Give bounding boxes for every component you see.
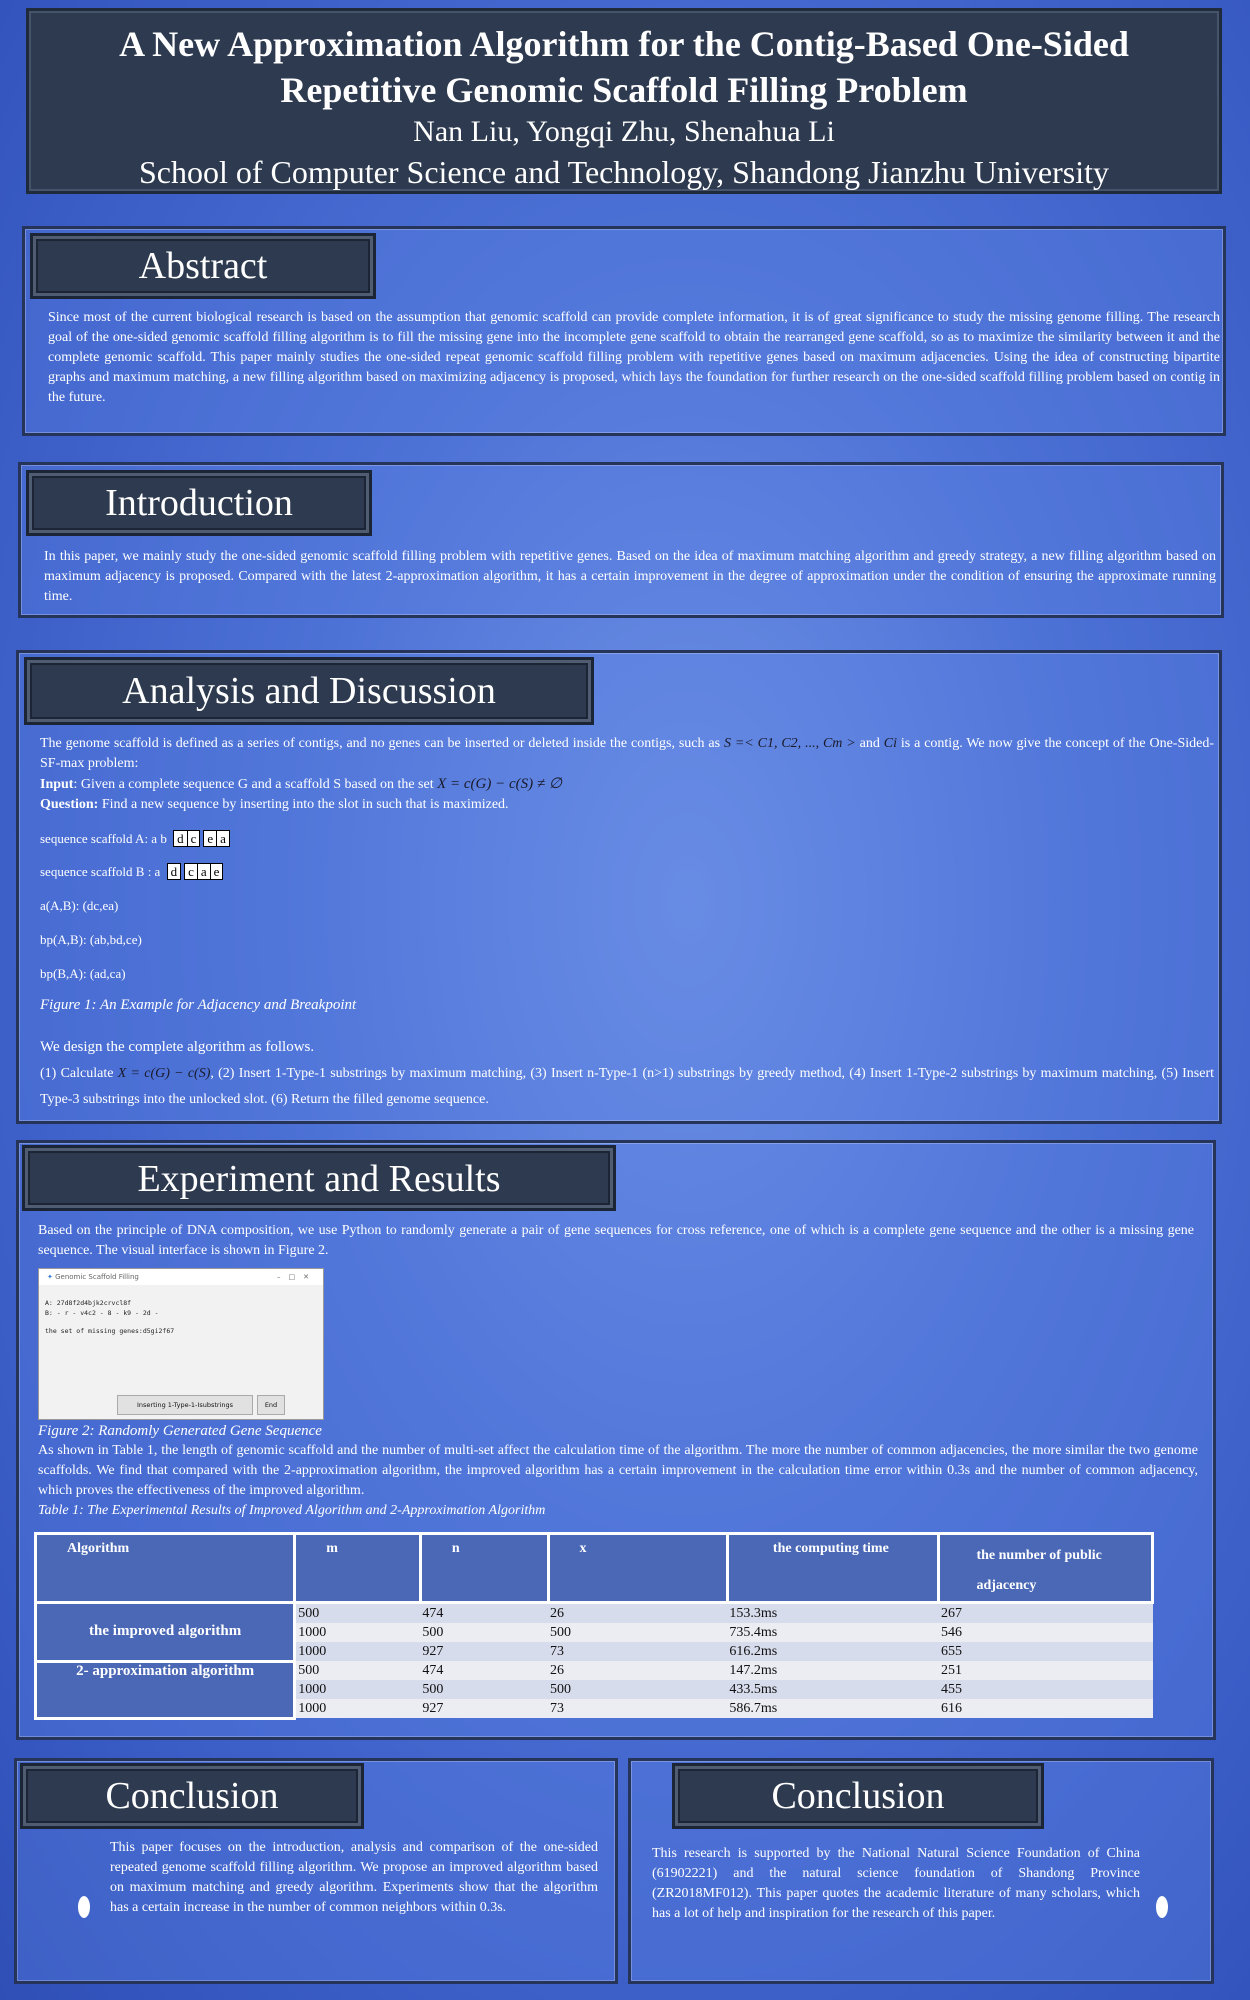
- window-title: Genomic Scaffold Filling: [55, 1273, 139, 1281]
- seq-a-box: e: [203, 830, 217, 847]
- table-cell: 927: [420, 1642, 548, 1661]
- table-cell: 500: [548, 1623, 727, 1642]
- insert-substrings-button[interactable]: Inserting 1-Type-1-Isubstrings: [117, 1395, 253, 1415]
- seq-b-box: d: [167, 863, 182, 880]
- feather-icon: ✦: [47, 1273, 53, 1281]
- analysis-definition: [40, 734, 1214, 815]
- table-cell: 1000: [295, 1699, 421, 1718]
- window-controls: –□✕: [277, 1273, 317, 1281]
- missing-genes-output: the set of missing genes:d5gi2f67: [45, 1327, 175, 1335]
- title-line-1: A New Approximation Algorithm for the Contig-Based One-Sided: [119, 24, 1129, 64]
- table-cell: 500: [295, 1661, 421, 1680]
- table-cell: 616.2ms: [727, 1642, 939, 1661]
- sequence-b-label: sequence scaffold B : a: [40, 864, 161, 879]
- figure-2-caption: Figure 2: Randomly Generated Gene Sequence: [38, 1423, 322, 1439]
- bullet-icon: [1156, 1896, 1168, 1918]
- table-row: [36, 1603, 1153, 1624]
- algorithm-cell: 2- approximation algorithm: [36, 1661, 295, 1718]
- seq-b-box: e: [210, 863, 224, 880]
- table-cell: 73: [548, 1642, 727, 1661]
- conclusion-left-text: This paper focuses on the introduction, analysis and comparison of the one-sided repeated genome scaffold filling algorithm. We propose an improved algorithm based on maximum matching and greedy algorithm. Experiments show that the algorithm has a certain increase in the number of common neighbors within 0.3s.: [110, 1840, 598, 1915]
- experiment-text-2: As shown in Table 1, the length of genomic scaffold and the number of multi-set affect the calculation time of the algorithm. The more the number of common adjacencies, the more similar the two genome scaffolds. We find that compared with the 2-approximation algorithm, the improved algorithm has a certain improvement in the calculation time error within 0.3s and the number of common adjacency, which proves the effectiveness of the improved algorithm.: [38, 1443, 1198, 1498]
- experiment-heading: Experiment and Results: [22, 1145, 616, 1211]
- table-row: [36, 1661, 1153, 1680]
- seq-a-box: a: [216, 830, 230, 847]
- input-text: : Given a complete sequence G and a scaffold S based on the set: [73, 777, 434, 792]
- abstract-text: Since most of the current biological research is based on the assumption that genomic scaffold can provide complete information, it is of great significance to study the missing genome filling. The research goal of the one-sided genomic scaffold filling algorithm is to fill the missing gene into the incomplete gene scaffold to obtain the rearranged gene scaffold, so as to maximize the similarity between it and the complete genomic scaffold. This paper mainly studies the one-sided repeat genomic scaffold filling problem with repetitive genes based on maximum adjacencies. Using the idea of constructing bipartite graphs and maximum matching, a new filling algorithm based on maximizing adjacency is proposed, which lays the foundation for further research on the one-sided scaffold filling problem based on contig in the future.: [48, 310, 1220, 405]
- design-intro: We design the complete algorithm as follows.: [40, 1039, 315, 1055]
- conclusion-right-text: This research is supported by the National Natural Science Foundation of China (61902221) and the natural science foundation of Shandong Province (ZR2018MF012). This paper quotes the academic literature of many scholars, which has a lot of help and inspiration for the research of this paper.: [652, 1846, 1140, 1921]
- affiliation: School of Computer Science and Technology, Shandong Jianzhu University: [138, 154, 1110, 190]
- table-cell: 546: [939, 1623, 1153, 1642]
- introduction-heading: Introduction: [26, 470, 372, 536]
- table-cell: 1000: [295, 1680, 421, 1699]
- poster-header: [26, 8, 1222, 194]
- seq-b-box: a: [197, 863, 211, 880]
- table-cell: 1000: [295, 1642, 421, 1661]
- table-cell: 251: [939, 1661, 1153, 1680]
- sequence-b: [40, 863, 223, 881]
- sequence-a-output: A: 27d8f2d4bjk2crvcl8f: [45, 1299, 132, 1307]
- app-screenshot: [38, 1268, 324, 1420]
- input-label: Input: [40, 777, 74, 792]
- results-table: [34, 1532, 1154, 1720]
- table-cell: 586.7ms: [727, 1699, 939, 1718]
- table-cell: 655: [939, 1642, 1153, 1661]
- end-button[interactable]: End: [257, 1395, 285, 1415]
- question-text: Find a new sequence by inserting into the slot in such that is maximized.: [98, 797, 509, 812]
- adjacency-line: a(A,B): (dc,ea): [40, 898, 119, 913]
- conclusion-left-heading: Conclusion: [20, 1763, 364, 1829]
- table-cell: 474: [420, 1661, 548, 1680]
- algorithm-steps: [40, 1034, 1214, 1113]
- table-1-caption: Table 1: The Experimental Results of Improved Algorithm and 2-Approximation Algorithm: [38, 1503, 546, 1518]
- table-cell: 500: [420, 1623, 548, 1642]
- figure-1-caption: Figure 1: An Example for Adjacency and Breakpoint: [40, 997, 357, 1013]
- table-header: Algorithm: [36, 1534, 295, 1603]
- set-formula: X = c(G) − c(S) ≠ ∅: [437, 776, 562, 792]
- bullet-icon: [78, 1896, 90, 1918]
- definition-text-a: The genome scaffold is defined as a series of contigs, and no genes can be inserted or deleted inside the contigs, such as: [40, 736, 721, 751]
- table-cell: 26: [548, 1603, 727, 1624]
- table-header-row: [36, 1534, 1153, 1603]
- experiment-text-1: Based on the principle of DNA composition, we use Python to randomly generate a pair of gene sequences for cross reference, one of which is a complete gene sequence and the other is a missing gene sequence. The visual interface is shown in Figure 2.: [38, 1223, 1194, 1258]
- table-cell: 455: [939, 1680, 1153, 1699]
- step-1-formula: X = c(G) − c(S): [117, 1066, 211, 1081]
- seq-b-box: c: [184, 863, 198, 880]
- sequence-a-label: sequence scaffold A: a b: [40, 831, 167, 846]
- breakpoint-ab-line: bp(A,B): (ab,bd,ce): [40, 932, 142, 947]
- table-cell: 26: [548, 1661, 727, 1680]
- contig-symbol: Ci: [883, 736, 897, 751]
- table-cell: 927: [420, 1699, 548, 1718]
- definition-and: and: [859, 736, 880, 751]
- definition-text-b: is a contig. We now give the concept of the One-Sided-SF-max problem:: [40, 736, 1214, 771]
- table-cell: 147.2ms: [727, 1661, 939, 1680]
- table-header: the computing time: [727, 1534, 939, 1603]
- table-cell: 616: [939, 1699, 1153, 1718]
- breakpoint-ba-line: bp(B,A): (ad,ca): [40, 966, 126, 981]
- seq-a-box: d: [173, 830, 188, 847]
- table-cell: 267: [939, 1603, 1153, 1624]
- table-cell: 735.4ms: [727, 1623, 939, 1642]
- table-cell: 1000: [295, 1623, 421, 1642]
- step-1-label: (1) Calculate: [40, 1066, 114, 1081]
- seq-a-box: c: [187, 830, 201, 847]
- introduction-text: In this paper, we mainly study the one-sided genomic scaffold filling problem with repetitive genes. Based on the idea of maximum matching algorithm and greedy strategy, a new filling algorithm based on maximum adjacency is proposed. Compared with the latest 2-approximation algorithm, it has a certain improvement in the degree of approximation under the condition of ensuring the approximate running time.: [44, 549, 1216, 604]
- analysis-heading: Analysis and Discussion: [24, 657, 594, 725]
- table-header: the number of public adjacency: [939, 1534, 1153, 1603]
- table-cell: 500: [420, 1680, 548, 1699]
- table-cell: 433.5ms: [727, 1680, 939, 1699]
- authors: Nan Liu, Yongqi Zhu, Shenahua Li: [413, 115, 835, 148]
- table-header: n: [420, 1534, 548, 1603]
- table-cell: 500: [548, 1680, 727, 1699]
- table-cell: 474: [420, 1603, 548, 1624]
- steps-rest: , (2) Insert 1-Type-1 substrings by maximum matching, (3) Insert n-Type-1 (n>1) substrings by greedy method, (4) Insert 1-Type-2 substrings by maximum matching, (5) Insert Type-3 substrings into the unlocked slot. (6) Return the filled genome sequence.: [40, 1066, 1215, 1107]
- algorithm-cell: the improved algorithm: [36, 1603, 295, 1662]
- table-cell: 500: [295, 1603, 421, 1624]
- sequence-b-output: B: - r - v4c2 - 8 - k9 - 2d -: [45, 1309, 159, 1317]
- question-label: Question:: [40, 797, 99, 812]
- sequence-a: [40, 830, 230, 848]
- conclusion-right-heading: Conclusion: [672, 1763, 1044, 1829]
- poster-title: [29, 21, 1219, 113]
- window-titlebar: [39, 1269, 323, 1285]
- title-line-2: Repetitive Genomic Scaffold Filling Problem: [280, 70, 968, 110]
- abstract-heading: Abstract: [30, 233, 376, 299]
- scaffold-formula: S =< C1, C2, ..., Cm >: [723, 736, 856, 751]
- table-cell: 153.3ms: [727, 1603, 939, 1624]
- table-header: m: [295, 1534, 421, 1603]
- table-cell: 73: [548, 1699, 727, 1718]
- table-header: x: [548, 1534, 727, 1603]
